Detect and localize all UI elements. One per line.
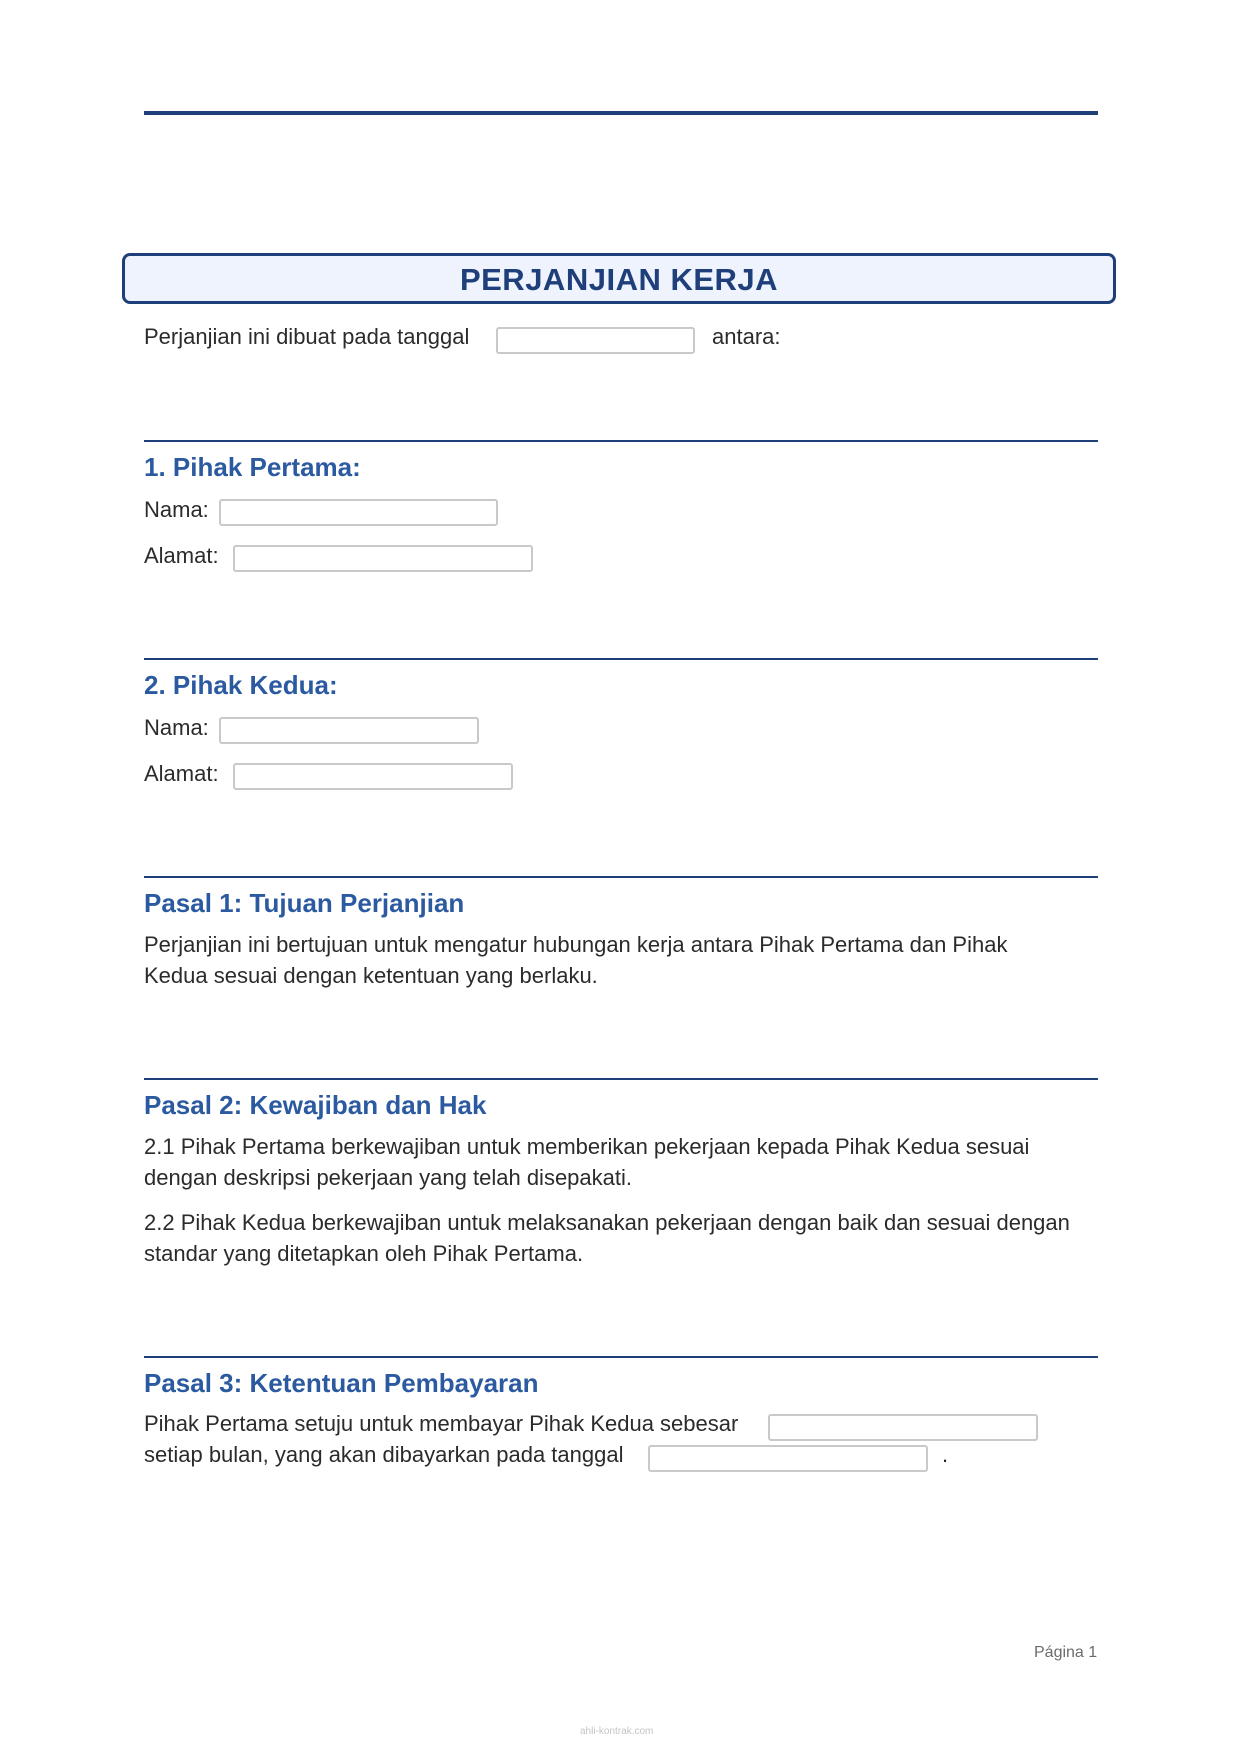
section-rule (144, 876, 1098, 878)
party2-name-field[interactable] (219, 717, 479, 744)
party1-name-label: Nama: (144, 497, 209, 522)
party2-name-label: Nama: (144, 715, 209, 740)
party1-heading: 1. Pihak Pertama: (144, 452, 361, 482)
intro-after-text: antara: (712, 324, 781, 349)
party1-address-label: Alamat: (144, 543, 219, 568)
article2-heading: Pasal 2: Kewajiban dan Hak (144, 1090, 487, 1120)
article3-heading: Pasal 3: Ketentuan Pembayaran (144, 1368, 539, 1398)
party2-address-label: Alamat: (144, 761, 219, 786)
document-title: PERJANJIAN KERJA (459, 262, 779, 297)
page-number: Página 1 (1034, 1644, 1098, 1661)
party1-address-field[interactable] (233, 545, 533, 572)
article2-paragraph-2: 2.2 Pihak Kedua berkewajiban untuk melaksanakan pekerjaan dengan baik dan sesuai dengan standar yang ditetapkan oleh Pihak Pertama. (144, 1210, 1070, 1266)
section-rule (144, 1078, 1098, 1080)
article3-line-1: Pihak Pertama setuju untuk membayar Pihak Kedua sebesar (144, 1411, 739, 1436)
agreement-date-field[interactable] (496, 327, 695, 354)
section-rule (144, 1356, 1098, 1358)
header-rule (144, 111, 1098, 115)
party2-address-field[interactable] (233, 763, 513, 790)
section-rule (144, 440, 1098, 442)
watermark: ahli-kontrak.com (580, 1726, 654, 1737)
article3-end: . (942, 1442, 949, 1467)
intro-text: Perjanjian ini dibuat pada tanggal (144, 324, 470, 349)
article1-text: Perjanjian ini bertujuan untuk mengatur hubungan kerja antara Pihak Pertama dan Pihak Kedua sesuai dengan ketentuan yang berlaku. (144, 932, 1008, 988)
article2-paragraph-1: 2.1 Pihak Pertama berkewajiban untuk memberikan pekerjaan kepada Pihak Kedua sesuai dengan deskripsi pekerjaan yang telah disepakati. (144, 1134, 1030, 1190)
article3-line-2: setiap bulan, yang akan dibayarkan pada tanggal (144, 1442, 624, 1467)
salary-amount-field[interactable] (768, 1414, 1038, 1441)
party2-heading: 2. Pihak Kedua: (144, 670, 338, 700)
party1-name-field[interactable] (219, 499, 498, 526)
section-rule (144, 658, 1098, 660)
article1-heading: Pasal 1: Tujuan Perjanjian (144, 888, 465, 918)
payment-date-field[interactable] (648, 1445, 928, 1472)
